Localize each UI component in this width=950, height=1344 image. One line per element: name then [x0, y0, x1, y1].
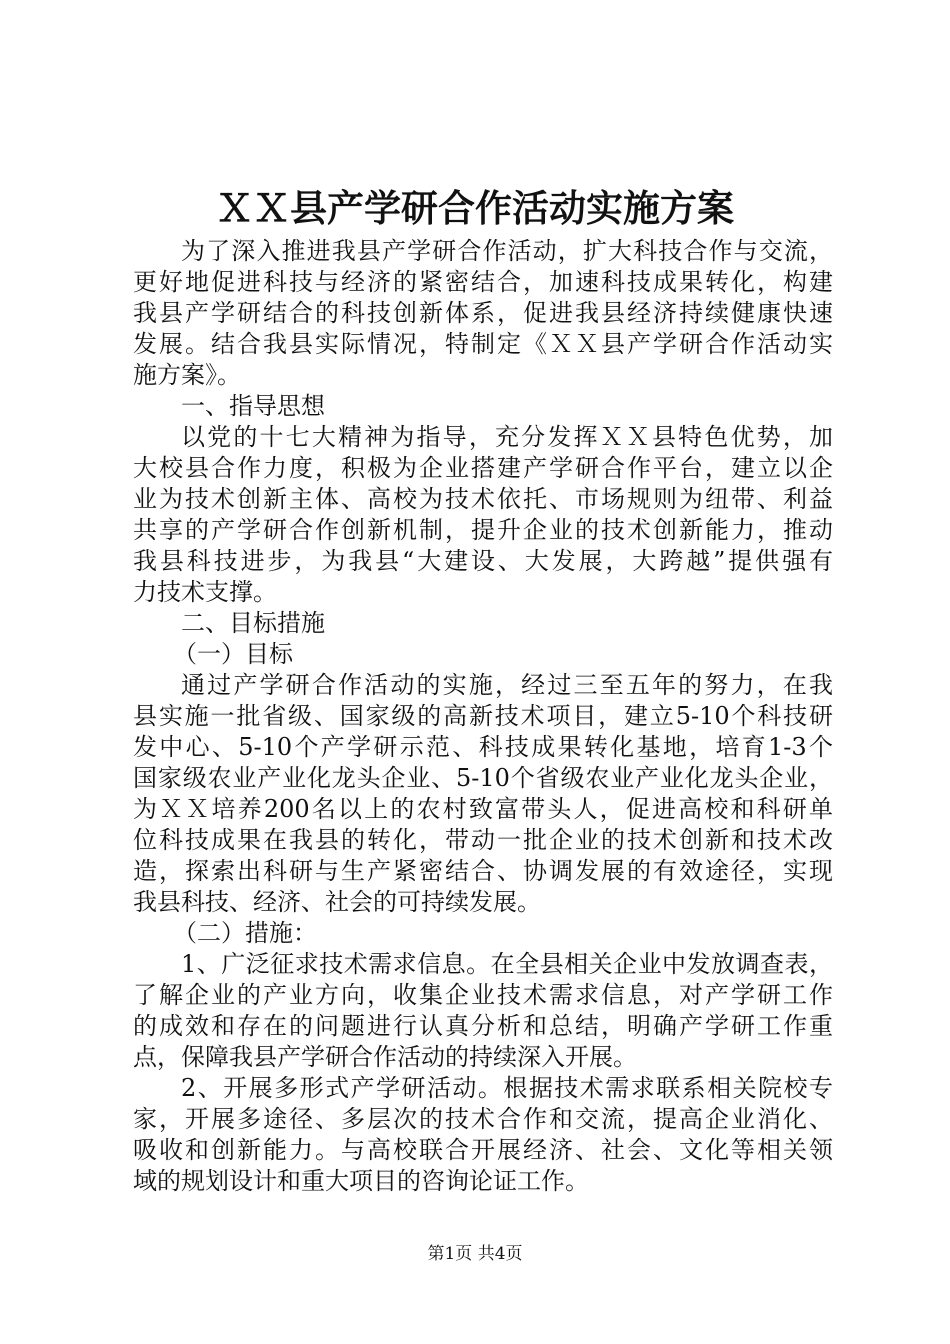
- paragraph-line: 域的规划设计和重大项目的咨询论证工作。: [133, 1167, 589, 1195]
- paragraph-line: 共享的产学研合作创新机制，提升企业的技术创新能力，推动: [133, 516, 833, 544]
- paragraph-line: 县实施一批省级、国家级的高新技术项目，建立5-10个科技研: [133, 702, 833, 730]
- paragraph-line: 吸收和创新能力。与高校联合开展经济、社会、文化等相关领: [133, 1136, 833, 1164]
- paragraph-line: 发展。结合我县实际情况，特制定《ＸＸ县产学研合作活动实: [133, 330, 833, 358]
- paragraph-line: 大校县合作力度，积极为企业搭建产学研合作平台，建立以企: [133, 454, 833, 482]
- paragraph-line: 国家级农业产业化龙头企业、5-10个省级农业产业化龙头企业，: [133, 764, 833, 792]
- paragraph-line: 通过产学研合作活动的实施，经过三至五年的努力，在我: [181, 671, 833, 699]
- section-heading: 二、目标措施: [181, 609, 325, 637]
- paragraph-line: 更好地促进科技与经济的紧密结合，加速科技成果转化，构建: [133, 268, 833, 296]
- paragraph-line: 施方案》。: [133, 361, 241, 389]
- paragraph-line: 我县科技进步，为我县“大建设、大发展，大跨越”提供强有: [133, 547, 833, 575]
- paragraph-line: 为ＸＸ培养200名以上的农村致富带头人，促进高校和科研单: [133, 795, 833, 823]
- paragraph-line: 发中心、5-10个产学研示范、科技成果转化基地，培育1-3个: [133, 733, 833, 761]
- paragraph-line: 2、开展多形式产学研活动。根据技术需求联系相关院校专: [181, 1074, 833, 1102]
- subsection-heading: （一）目标: [173, 640, 293, 668]
- paragraph-line: 造，探索出科研与生产紧密结合、协调发展的有效途径，实现: [133, 857, 833, 885]
- section-heading: 一、指导思想: [181, 392, 325, 420]
- document-body: [133, 236, 833, 1197]
- paragraph-line: 为了深入推进我县产学研合作活动，扩大科技合作与交流，: [181, 237, 833, 265]
- paragraph-line: 力技术支撑。: [133, 578, 277, 606]
- paragraph-line: 1、广泛征求技术需求信息。在全县相关企业中发放调查表，: [181, 950, 833, 978]
- subsection-heading: （二）措施：: [173, 919, 317, 947]
- paragraph-line: 位科技成果在我县的转化，带动一批企业的技术创新和技术改: [133, 826, 833, 854]
- paragraph-line: 了解企业的产业方向，收集企业技术需求信息，对产学研工作: [133, 981, 833, 1009]
- paragraph-line: 我县科技、经济、社会的可持续发展。: [133, 888, 541, 916]
- paragraph-line: 我县产学研结合的科技创新体系，促进我县经济持续健康快速: [133, 299, 833, 327]
- paragraph-line: 以党的十七大精神为指导，充分发挥ＸＸ县特色优势，加: [181, 423, 833, 451]
- paragraph-line: 家，开展多途径、多层次的技术合作和交流，提高企业消化、: [133, 1105, 833, 1133]
- page-number-footer: 第1页 共4页: [427, 1244, 523, 1264]
- paragraph-line: 的成效和存在的问题进行认真分析和总结，明确产学研工作重: [133, 1012, 833, 1040]
- document-title: ＸＸ县产学研合作活动实施方案: [216, 186, 734, 230]
- paragraph-line: 点，保障我县产学研合作活动的持续深入开展。: [133, 1043, 637, 1071]
- paragraph-line: 业为技术创新主体、高校为技术依托、市场规则为纽带、利益: [133, 485, 833, 513]
